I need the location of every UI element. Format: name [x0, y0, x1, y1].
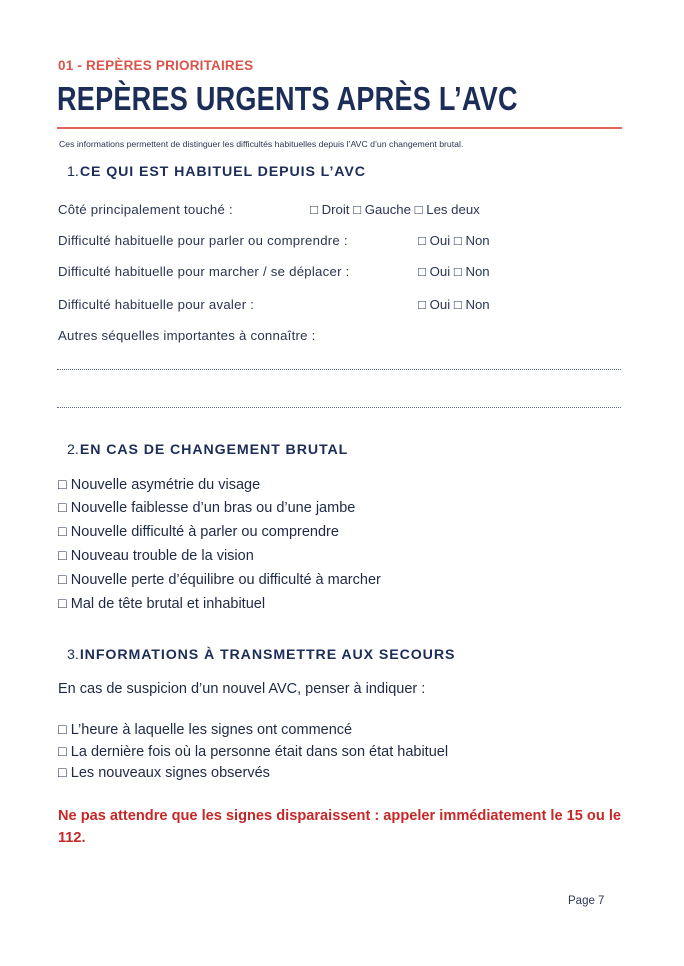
section-2-number: 2.	[67, 442, 79, 458]
walking-difficulty-options[interactable]: □ Oui □ Non	[418, 264, 490, 279]
intro-text: Ces informations permettent de distinguer les difficultés habituelles depuis l’AVC d’un changement brutal.	[59, 139, 464, 149]
checklist-item[interactable]: □ Nouvelle perte d’équilibre ou difficulté à marcher	[58, 572, 381, 588]
checklist-item[interactable]: □ La dernière fois où la personne était dans son état habituel	[58, 744, 449, 760]
section-1-title: CE QUI EST HABITUEL DEPUIS L’AVC	[79, 164, 366, 180]
swallowing-difficulty-label: Difficulté habituelle pour avaler :	[58, 297, 255, 312]
answer-line-2[interactable]	[57, 407, 621, 408]
checklist-item[interactable]: □ Nouvelle difficulté à parler ou comprendre	[58, 524, 339, 540]
section-2-heading	[67, 442, 348, 458]
checklist-item[interactable]: □ Les nouveaux signes observés	[58, 765, 270, 781]
answer-line-1[interactable]	[57, 369, 621, 370]
section-eyebrow: 01 - REPÈRES PRIORITAIRES	[58, 58, 254, 73]
swallowing-difficulty-options[interactable]: □ Oui □ Non	[418, 297, 490, 312]
section-1-number: 1.	[67, 164, 79, 180]
section-3-heading	[67, 647, 455, 663]
section-3-title: INFORMATIONS À TRANSMETTRE AUX SECOURS	[79, 647, 456, 663]
affected-side-options[interactable]: □ Droit □ Gauche □ Les deux	[310, 202, 480, 217]
checklist-item[interactable]: □ Nouvelle faiblesse d’un bras ou d’une jambe	[58, 500, 356, 516]
checklist-item[interactable]: □ Nouvelle asymétrie du visage	[58, 477, 261, 493]
checklist-item[interactable]: □ L’heure à laquelle les signes ont commencé	[58, 722, 353, 738]
other-sequelae-label: Autres séquelles importantes à connaître :	[58, 328, 316, 343]
affected-side-label: Côté principalement touché :	[58, 202, 233, 217]
checklist-item[interactable]: □ Nouveau trouble de la vision	[58, 548, 254, 564]
section-3-number: 3.	[67, 647, 79, 663]
page-title: REPÈRES URGENTS APRÈS L’AVC	[57, 80, 518, 117]
section-2-title: EN CAS DE CHANGEMENT BRUTAL	[79, 442, 349, 458]
walking-difficulty-label: Difficulté habituelle pour marcher / se déplacer :	[58, 264, 350, 279]
section-1-heading	[67, 164, 366, 180]
title-divider	[57, 127, 622, 129]
emergency-alert: Ne pas attendre que les signes disparaissent : appeler immédiatement le 15 ou le 112.	[58, 808, 621, 846]
speech-difficulty-options[interactable]: □ Oui □ Non	[418, 233, 490, 248]
page-number: Page 7	[568, 895, 605, 907]
checklist-item[interactable]: □ Mal de tête brutal et inhabituel	[58, 596, 266, 612]
speech-difficulty-label: Difficulté habituelle pour parler ou comprendre :	[58, 233, 348, 248]
section-3-intro: En cas de suspicion d’un nouvel AVC, penser à indiquer :	[58, 681, 426, 697]
